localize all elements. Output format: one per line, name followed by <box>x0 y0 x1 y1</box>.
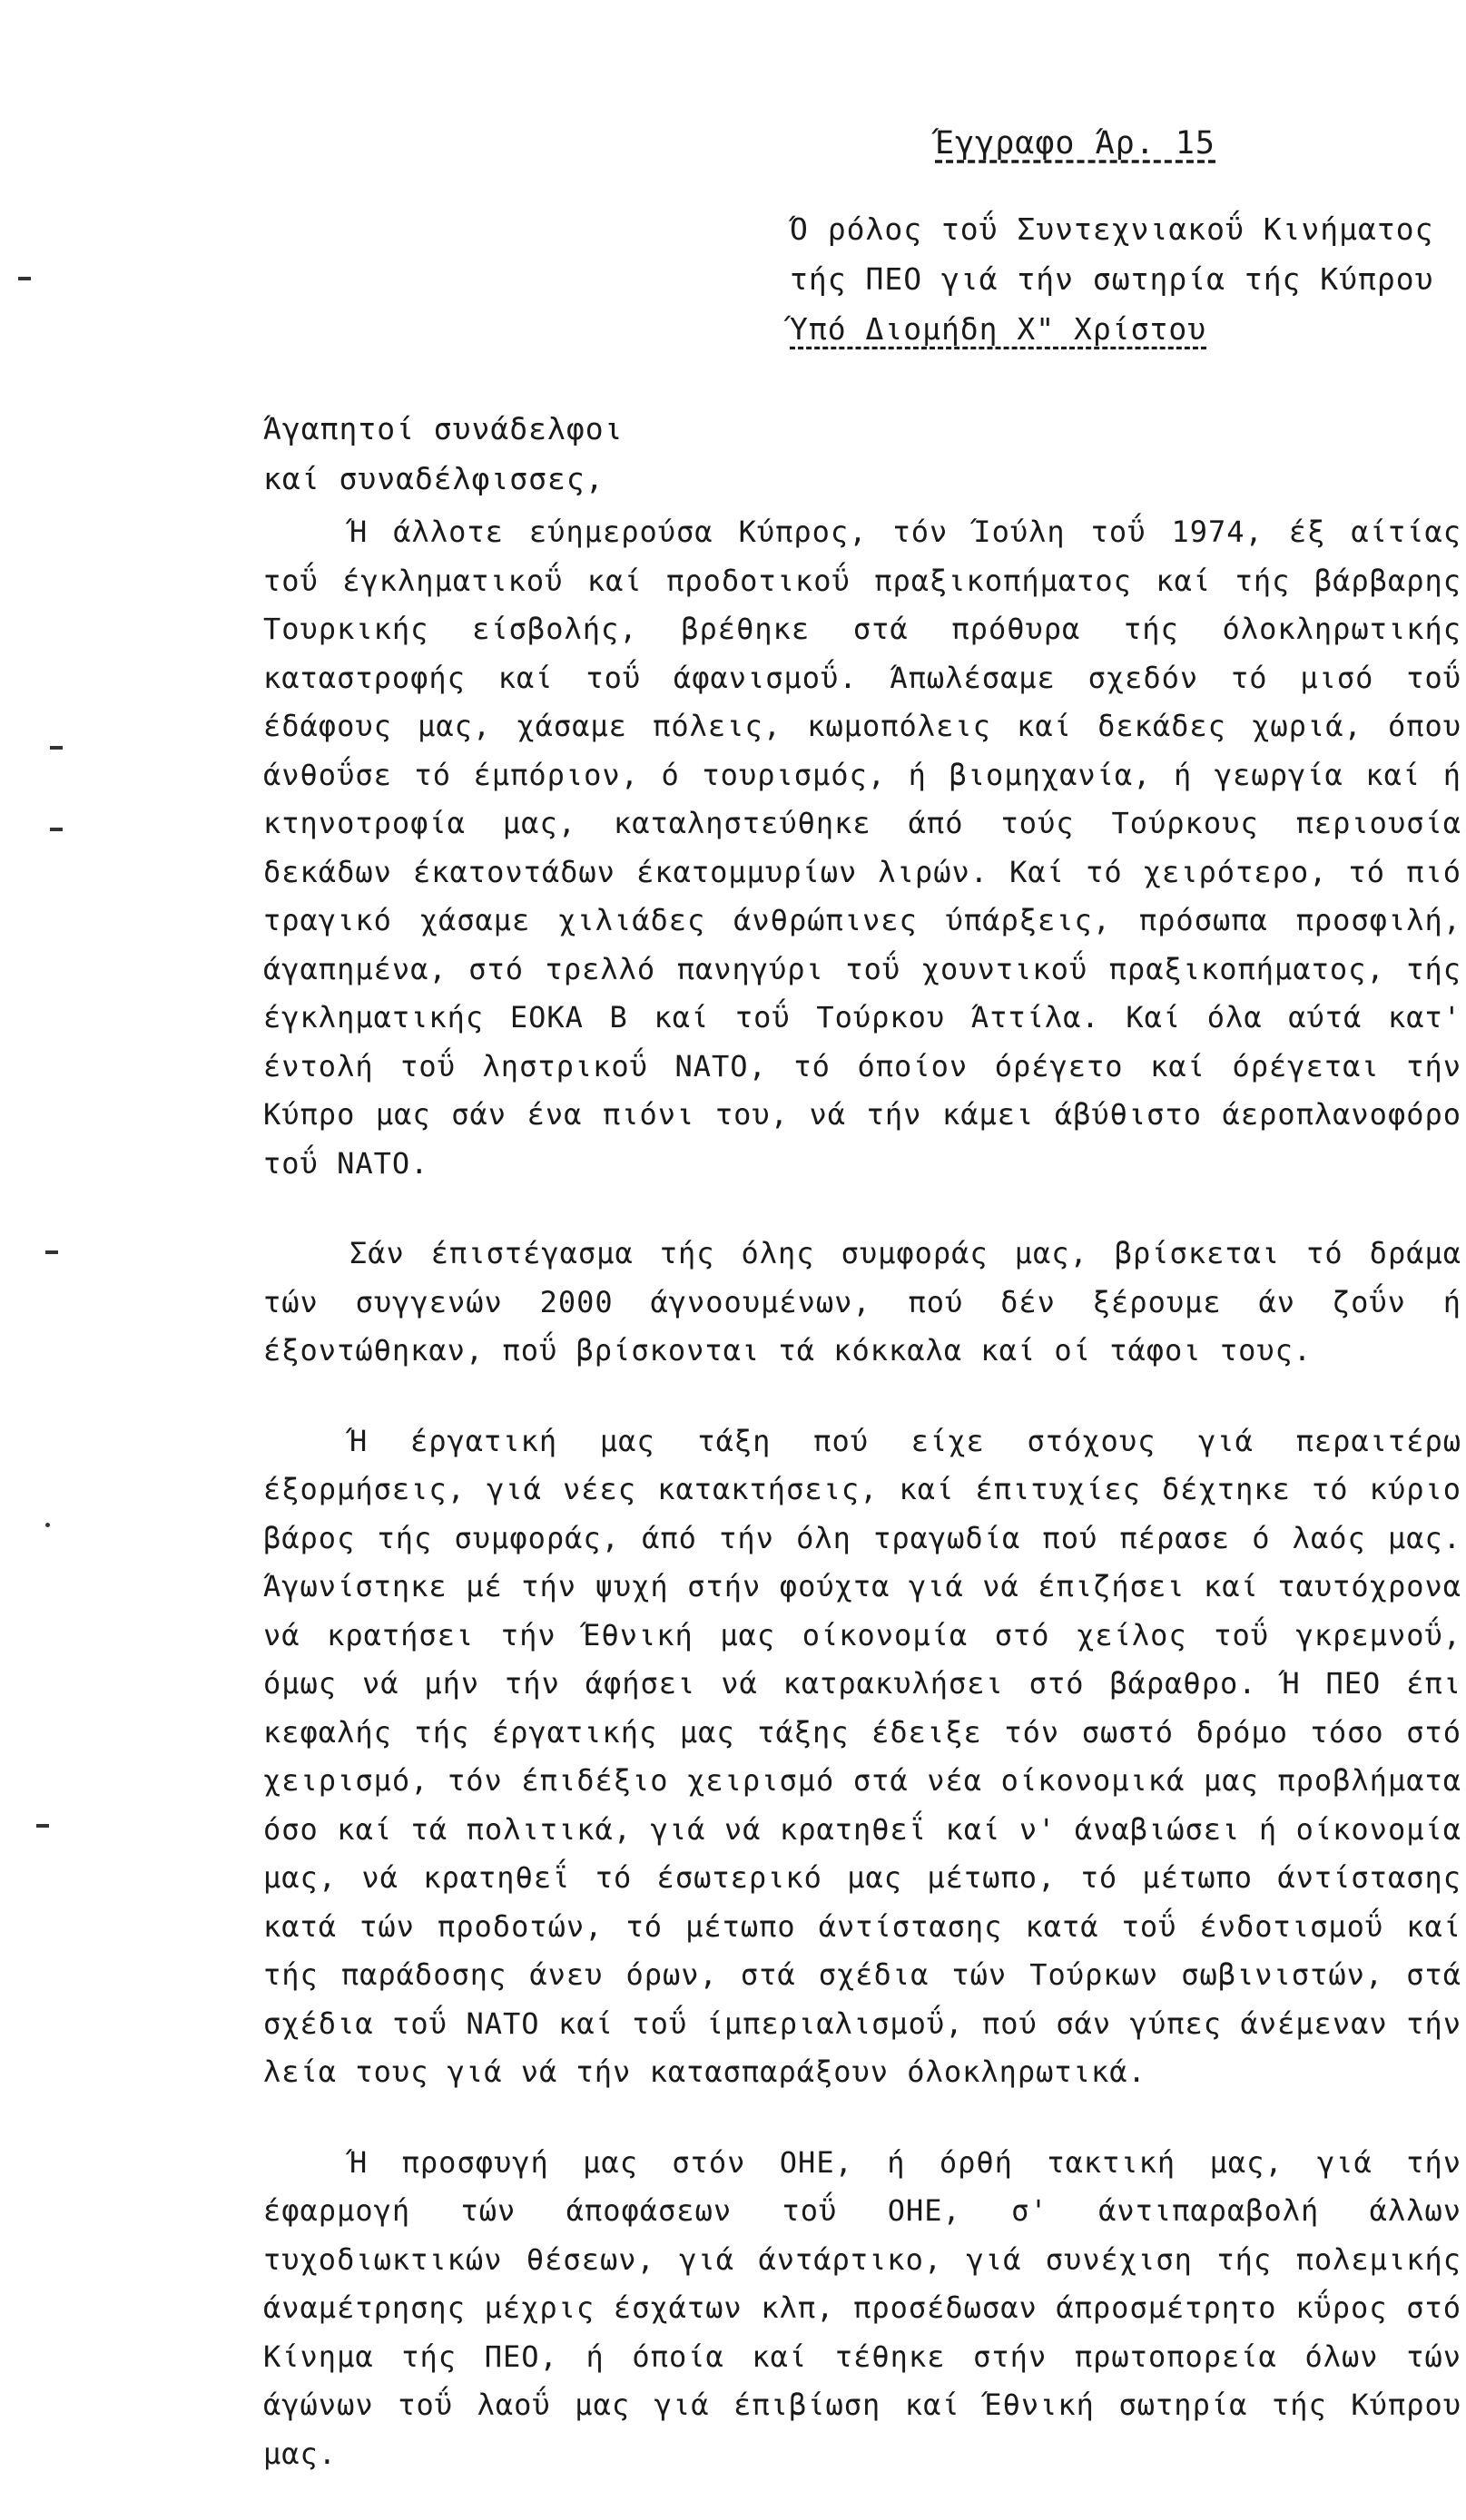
title-line-1: Ό ρόλος τοΰ Συντεχνιακοΰ Κινήματος <box>790 211 1434 247</box>
body-text <box>263 508 1461 2520</box>
margin-mark <box>50 828 63 831</box>
author-line: Ύπό Διομήδη Χ" Χρίστου <box>790 311 1207 347</box>
title-block <box>790 204 1443 354</box>
title-line-2: τής ΠΕΟ γιά τήν σωτηρία τής Κύπρου <box>790 261 1434 297</box>
margin-mark <box>50 746 63 750</box>
margin-mark <box>45 1250 58 1254</box>
paragraph: Ή έργατική μας τάξη πού είχε στόχους γιά περαιτέρω έξορμήσεις, γιά νέες κατακτήσεις, καί έπιτυχίες δέχτηκε τό κύριο βάρος τής συμφοράς, άπό τήν όλη τραγωδία πού πέρασε ό λαός μας. Άγωνίστηκε μέ τήν ψυχή στήν φούχτα γιά νά έπιζήσει καί ταυτόχρονα νά κρατήσει τήν Έθνική μας οίκονομία στό χείλος τοΰ γκρεμνοΰ, όμως νά μήν τήν άφήσει νά κατρακυλήσει στό βάραθρο. Ή ΠΕΟ έπι κεφαλής τής έργατικής μας τάξης έδειξε τόν σωστό δρόμο τόσο στό χειρισμό, τόν έπιδέξιο χειρισμό στά νέα οίκονομικά μας προβλήματα όσο καί τά πολιτικά, γιά νά κρατηθεΐ καί ν' άναβιώσει ή οίκονομία μας, νά κρατηθεΐ τό έσωτερικό μας μέτωπο, τό μέτωπο άντίστασης κατά τών προδοτών, τό μέτωπο άντίστασης κατά τοΰ ένδοτισμοΰ καί τής παράδοσης άνευ όρων, στά σχέδια τών Τούρκων σωβινιστών, στά σχέδια τοΰ ΝΑΤΟ καί τοΰ ίμπεριαλισμοΰ, πού σάν γύπες άνέμεναν τήν λεία τους γιά νά τήν κατασπαράξουν όλοκληρωτικά. <box>263 1423 1461 2089</box>
document-number: Έγγραφο Άρ. 15 <box>935 125 1216 162</box>
margin-mark <box>45 1523 50 1527</box>
paragraph: Σάν έπιστέγασμα τής όλης συμφοράς μας, βρίσκεται τό δράμα τών συγγενών 2000 άγνοουμένων, πού δέν ξέρουμε άν ζοΰν ή έξοντώθηκαν, ποΰ βρίσκονται τά κόκκαλα καί οί τάφοι τους. <box>263 1236 1461 1368</box>
margin-mark <box>36 1824 49 1828</box>
salutation <box>263 404 624 504</box>
salutation-line-2: καί συναδέλφισσες, <box>263 461 605 496</box>
margin-mark <box>18 277 31 280</box>
paragraph: Ή προσφυγή μας στόν ΟΗΕ, ή όρθή τακτική μας, γιά τήν έφαρμογή τών άποφάσεων τοΰ ΟΗΕ, σ' άντιπαραβολή άλλων τυχοδιωκτικών θέσεων, γιά άντάρτικο, γιά συνέχιση τής πολεμικής άναμέτρησης μέχρις έσχάτων κλπ, προσέδωσαν άπροσμέτρητο κΰρος στό Κίνημα τής ΠΕΟ, ή όποία καί τέθηκε στήν πρωτοπορεία όλων τών άγώνων τοΰ λαοΰ μας γιά έπιβίωση καί Έθνική σωτηρία τής Κύπρου μας. <box>263 2144 1461 2471</box>
paragraph: Ή άλλοτε εύημερούσα Κύπρος, τόν Ίούλη τοΰ 1974, έξ αίτίας τοΰ έγκληματικοΰ καί προδοτικοΰ πραξικοπήματος καί τής βάρβαρης Τουρκικής είσβολής, βρέθηκε στά πρόθυρα τής όλοκληρωτικής καταστροφής καί τοΰ άφανισμοΰ. Άπωλέσαμε σχεδόν τό μισό τοΰ έδάφους μας, χάσαμε πόλεις, κωμοπόλεις καί δεκάδες χωριά, όπου άνθοΰσε τό έμπόριον, ό τουρισμός, ή βιομηχανία, ή γεωργία καί ή κτηνοτροφία μας, καταληστεύθηκε άπό τούς Τούρκους περιουσία δεκάδων έκατοντάδων έκατομμυρίων λιρών. Καί τό χειρότερο, τό πιό τραγικό χάσαμε χιλιάδες άνθρώπινες ύπάρξεις, πρόσωπα προσφιλή, άγαπημένα, στό τρελλό πανηγύρι τοΰ χουντικοΰ πραξικοπήματος, τής έγκληματικής ΕΟΚΑ Β καί τοΰ Τούρκου Άττίλα. Καί όλα αύτά κατ' έντολή τοΰ ληστρικοΰ ΝΑΤΟ, τό όποίον όρέγετο καί όρέγεται τήν Κύπρο μας σάν ένα πιόνι του, νά τήν κάμει άβύθιστο άεροπλανοφόρο τοΰ ΝΑΤΟ. <box>263 515 1461 1181</box>
salutation-line-1: Άγαπητοί συνάδελφοι <box>263 411 624 446</box>
